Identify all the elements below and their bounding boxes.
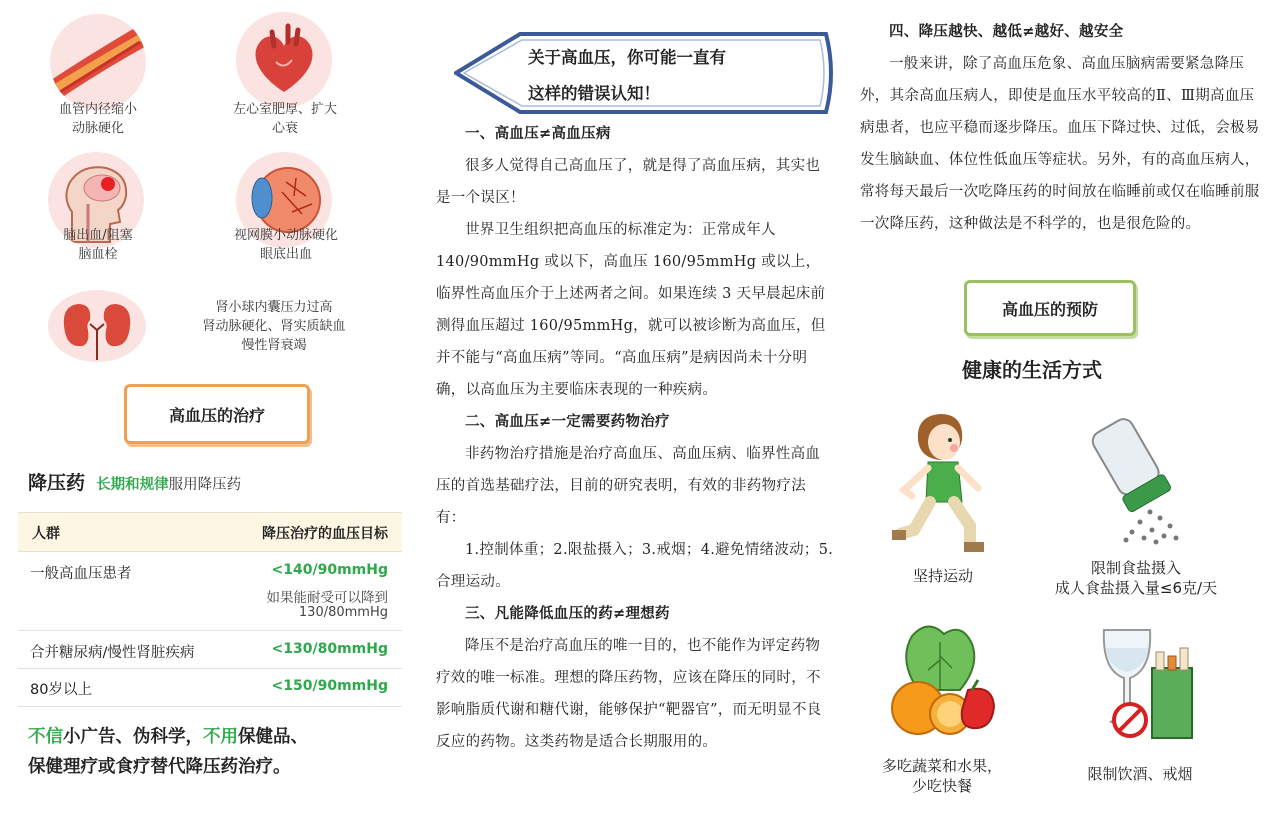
section4-para1: 一般来讲，除了高血压危象、高血压脑病需要紧急降压外，其余高血压病人，即使是血压水平较高的Ⅱ、Ⅲ期高血压病患者，也应平稳而逐步降压。血压下降过快、过低，会极易发生脑缺血、体位性低血压等症状。另外，有的高血压病人，常将每天最后一次吃降压药的时间放在临睡前或仅在临睡前服一次降压药，这种做法是不科学的，也是很危险的。 bbox=[860, 56, 1260, 232]
treatment-banner bbox=[124, 384, 310, 444]
middle-article bbox=[436, 118, 834, 758]
caption-diet-line2: 少吃快餐 bbox=[911, 777, 972, 795]
caption-brain-2: 脑血栓 bbox=[78, 247, 118, 262]
drug-suffix: 服用降压药 bbox=[168, 477, 242, 493]
caption-heart-1: 左心室肥厚、扩大 bbox=[232, 102, 337, 117]
section2-title: 二、高血压≠一定需要药物治疗 bbox=[465, 413, 670, 430]
artery-icon bbox=[50, 14, 146, 110]
caption-salt bbox=[1030, 558, 1242, 598]
row-group: 80岁以上 bbox=[30, 682, 92, 698]
caption-exercise-line1: 坚持运动 bbox=[912, 567, 973, 585]
caption-salt-line1: 限制食盐摄入 bbox=[1090, 559, 1181, 577]
warning-line2: 保健理疗或食疗替代降压药治疗。 bbox=[28, 757, 291, 777]
row-note: 如果能耐受可以降到 bbox=[266, 590, 388, 606]
caption-kidney-2: 肾动脉硬化、肾实质缺血 bbox=[202, 319, 346, 334]
row-target: <130/80mmHg bbox=[271, 641, 388, 657]
table-col-target: 降压治疗的血压目标 bbox=[262, 526, 388, 542]
drug-title: 降压药 bbox=[28, 472, 86, 494]
treatment-banner-label: 高血压的治疗 bbox=[168, 405, 265, 425]
section2-para1: 非药物治疗措施是治疗高血压、高血压病、临界性高血压的首选基础疗法，目前的研究表明，有效的非药物疗法有： bbox=[436, 446, 821, 526]
warning-c: 不用 bbox=[203, 727, 238, 747]
caption-diet bbox=[862, 756, 1022, 796]
banner-line2: 这样的错误认知！ bbox=[528, 84, 660, 103]
section1-para1: 很多人觉得自己高血压了，就是得了高血压病，其实也是一个误区！ bbox=[436, 158, 821, 206]
prevention-banner-label: 高血压的预防 bbox=[1001, 299, 1098, 319]
warning-b: 小广告、伪科学， bbox=[63, 727, 203, 747]
section3-title: 三、凡能降低血压的药≠理想药 bbox=[465, 605, 670, 622]
caption-diet-line1: 多吃蔬菜和水果， bbox=[881, 757, 1002, 775]
caption-brain-1: 脑出血/阻塞 bbox=[63, 228, 133, 243]
caption-kidney-1: 肾小球内囊压力过高 bbox=[215, 300, 333, 315]
table-row bbox=[18, 670, 402, 707]
caption-eye-2: 眼底出血 bbox=[259, 247, 312, 262]
warning-d: 保健品、 bbox=[238, 727, 308, 747]
row-target: <150/90mmHg bbox=[271, 678, 388, 694]
table-row bbox=[18, 632, 402, 669]
section1-title: 一、高血压≠高血压病 bbox=[465, 125, 611, 142]
right-article bbox=[860, 16, 1260, 240]
lifestyle-title: 健康的生活方式 bbox=[962, 358, 1102, 382]
row-note-value: 130/80mmHg bbox=[298, 605, 388, 620]
caption-artery-1: 血管内径缩小 bbox=[58, 102, 137, 117]
caption-heart-2: 心衰 bbox=[271, 121, 298, 136]
kidney-icon bbox=[48, 290, 146, 362]
caption-alcohol bbox=[1060, 764, 1220, 784]
section3-para1: 降压不是治疗高血压的唯一目的，也不能作为评定药物疗效的唯一标准。理想的降压药物，应该在降压的同时，不影响脂质代谢和糖代谢，能够保护“靶器官”，而无明显不良反应的药物。这类药物是适合长期服用的。 bbox=[436, 638, 822, 750]
no-alcohol-smoking-icon bbox=[1090, 624, 1200, 744]
prevention-banner bbox=[964, 280, 1136, 336]
row-group: 一般高血压患者 bbox=[30, 566, 132, 582]
running-person-icon bbox=[888, 406, 998, 556]
section2-para2: 1.控制体重；2.限盐摄入；3.戒烟；4.避免情绪波动；5.合理运动。 bbox=[436, 542, 834, 590]
drug-heading bbox=[28, 468, 408, 495]
row-target: <140/90mmHg bbox=[271, 562, 388, 578]
caption-eye-1: 视网膜小动脉硬化 bbox=[233, 228, 338, 243]
drug-highlight: 长期和规律 bbox=[96, 477, 169, 493]
section4-title: 四、降压越快、越低≠越好、越安全 bbox=[889, 23, 1124, 40]
caption-alcohol-line1: 限制饮酒、戒烟 bbox=[1087, 765, 1193, 783]
warning-text bbox=[28, 722, 408, 782]
salt-shaker-icon bbox=[1080, 408, 1190, 548]
table-row bbox=[18, 552, 402, 631]
banner-line1: 关于高血压，你可能一直有 bbox=[528, 48, 726, 67]
table-header bbox=[18, 512, 402, 552]
caption-exercise bbox=[888, 566, 998, 586]
caption-salt-line2: 成人食盐摄入量≤6克/天 bbox=[1054, 579, 1218, 597]
section1-para2: 世界卫生组织把高血压的标准定为：正常成年人 140/90mmHg 或以下，高血压 160/95mmHg 或以上，临界性高血压介于上述两者之间。如果连续 3 天早晨起床前测得血压超过 160/95mmHg，就可以被诊断为高血压，但并不能与“高血压病”等同。“高血压病”是病因尚未十分明确，以高血压为主要临床表现的一种疾病。 bbox=[436, 222, 826, 398]
caption-kidney-3: 慢性肾衰竭 bbox=[241, 338, 307, 353]
heart-icon bbox=[236, 12, 332, 108]
warning-a: 不信 bbox=[28, 727, 63, 747]
vegetables-fruits-icon bbox=[888, 620, 1000, 740]
row-group: 合并糖尿病/慢性肾脏疾病 bbox=[30, 645, 195, 661]
caption-artery-2: 动脉硬化 bbox=[71, 121, 124, 136]
misconception-banner bbox=[528, 40, 726, 112]
table-col-group: 人群 bbox=[32, 526, 60, 542]
